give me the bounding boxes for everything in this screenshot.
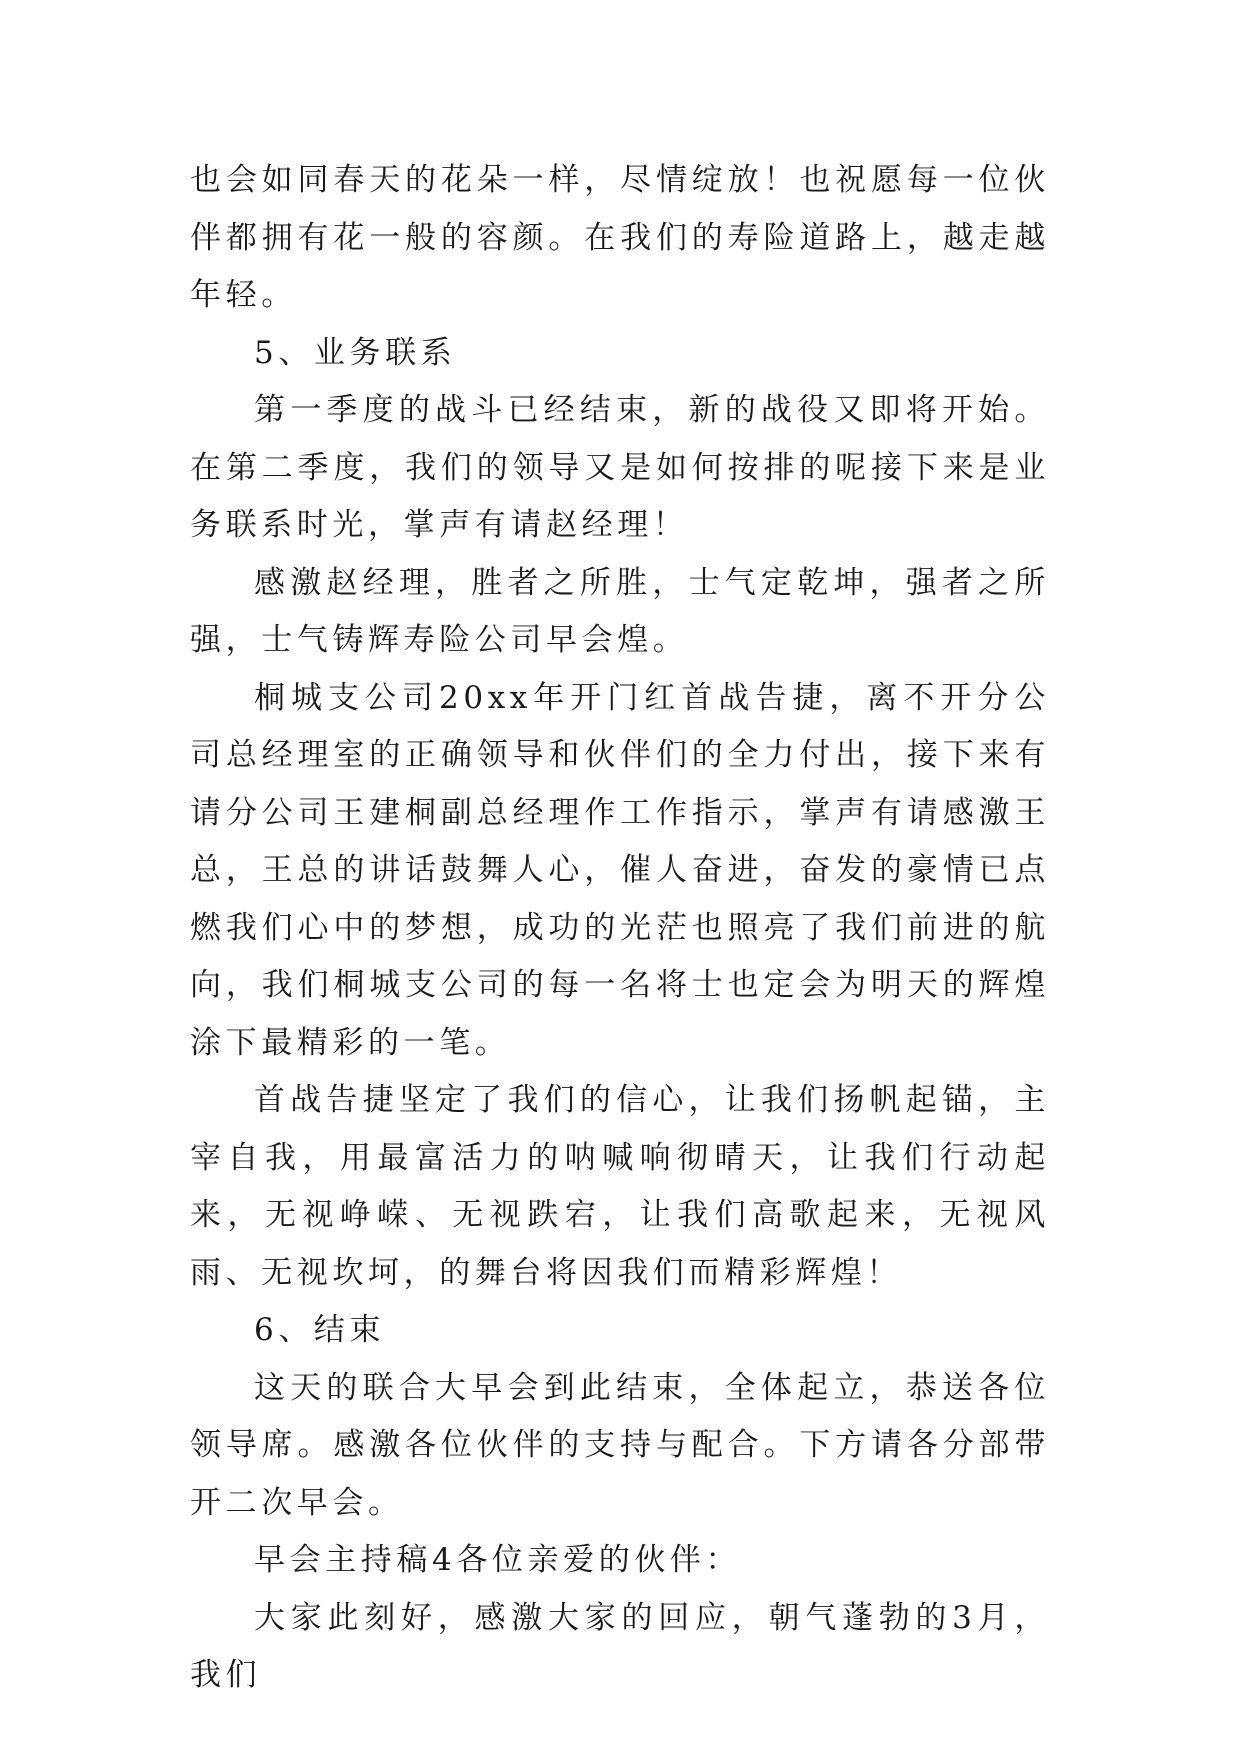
paragraph: 桐城支公司20xx年开门红首战告捷，离不开分公司总经理室的正确领导和伙伴们的全力付出，接下来有请分公司王建桐副总经理作工作指示，掌声有请感激王总，王总的讲话鼓舞人心，催人奋进，奋发的豪情已点燃我们心中的梦想，成功的光茫也照亮了我们前进的航向，我们桐城支公司的每一名将士也定会为明天的辉煌涂下最精彩的一笔。 [190,679,1050,1061]
paragraph-continuation: 也会如同春天的花朵一样，尽情绽放！也祝愿每一位伙伴都拥有花一般的容颜。在我们的寿险道路上，越走越年轻。 [190,162,1050,313]
paragraph-script-title: 早会主持稿4各位亲爱的伙伴： [254,1542,742,1578]
document-body [190,152,1050,1705]
paragraph: 大家此刻好，感激大家的回应，朝气蓬勃的3月，我们 [190,1599,1050,1693]
paragraph: 这天的联合大早会到此结束，全体起立，恭送各位领导席。感激各位伙伴的支持与配合。下方请各分部带开二次早会。 [190,1369,1050,1521]
paragraph: 感激赵经理，胜者之所胜，士气定乾坤，强者之所强，士气铸辉寿险公司早会煌。 [190,564,1050,658]
section-heading-closing: 6、结束 [254,1312,386,1348]
section-heading-business-contact: 5、业务联系 [254,334,457,371]
paragraph: 首战告捷坚定了我们的信心，让我们扬帆起锚，主宰自我，用最富活力的呐喊响彻晴天，让我们行动起来，无视峥嵘、无视跌宕，让我们高歌起来，无视风雨、无视坎坷，的舞台将因我们而精彩辉煌！ [190,1082,1050,1291]
paragraph: 第一季度的战斗已经结束，新的战役又即将开始。在第二季度，我们的领导又是如何按排的呢接下来是业务联系时光，掌声有请赵经理！ [190,392,1050,543]
